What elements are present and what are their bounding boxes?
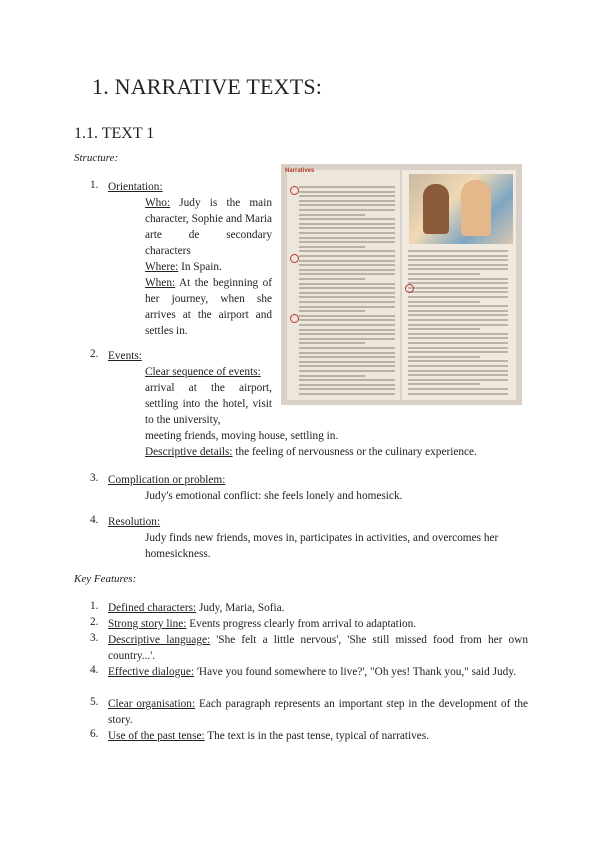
photo-text-line xyxy=(299,292,395,294)
photo-text-line xyxy=(299,200,395,202)
photo-text-line xyxy=(408,250,508,252)
feature-text: Events progress clearly from arrival to adaptation. xyxy=(186,618,417,630)
photo-text-line xyxy=(299,365,395,367)
photo-text-line xyxy=(299,264,395,266)
photo-text-line xyxy=(299,241,395,243)
feature-item xyxy=(108,616,528,632)
photo-text-line xyxy=(299,204,395,206)
photo-text-line xyxy=(299,338,395,340)
photo-text-line xyxy=(408,301,480,303)
photo-text-line xyxy=(299,356,395,358)
photo-text-line xyxy=(408,268,508,270)
photo-text-line xyxy=(299,255,395,257)
photo-text-line xyxy=(408,337,508,339)
clear-sequence-text-cont: meeting friends, moving house, settling in. xyxy=(145,430,339,442)
photo-text-line xyxy=(408,347,508,349)
complication-number: 3. xyxy=(90,472,99,484)
photo-text-line xyxy=(299,375,365,377)
who-text: Judy is the main character, Sophie and Maria arte de secondary characters xyxy=(145,197,272,257)
photo-text-line xyxy=(299,209,395,211)
photo-text-line xyxy=(299,195,395,197)
photo-text-line xyxy=(408,259,508,261)
photo-text-line xyxy=(408,282,508,284)
paragraph-marker-icon xyxy=(290,254,299,263)
feature-label: Clear organisation: xyxy=(108,698,196,710)
complication-title: Complication or problem: xyxy=(108,474,226,486)
key-features-label: Key Features: xyxy=(74,573,137,585)
photo-text-line xyxy=(408,314,508,316)
orientation-who xyxy=(145,195,272,259)
feature-number: 4. xyxy=(90,664,99,676)
descriptive-details xyxy=(145,444,525,460)
photo-text-line xyxy=(408,333,508,335)
feature-number: 3. xyxy=(90,632,99,644)
feature-item xyxy=(108,728,528,744)
clear-sequence-text: arrival at the airport, settling into the hotel, visit to the university, xyxy=(145,382,272,426)
photo-text-line xyxy=(408,310,508,312)
photo-text-line xyxy=(299,214,365,216)
photo-text-line xyxy=(408,383,480,385)
photo-text-line xyxy=(299,283,395,285)
photo-text-line xyxy=(408,291,508,293)
orientation-when xyxy=(145,275,272,339)
resolution-number: 4. xyxy=(90,514,99,526)
photo-text-line xyxy=(299,218,395,220)
photo-text-line xyxy=(408,255,508,257)
photo-text-line xyxy=(299,301,395,303)
feature-number: 1. xyxy=(90,600,99,612)
feature-text: Each paragraph represents an important step in the development of the story. xyxy=(108,698,528,726)
feature-number: 5. xyxy=(90,696,99,708)
photo-text-line xyxy=(408,287,508,289)
photo-text-line xyxy=(408,379,508,381)
photo-text-line xyxy=(408,351,508,353)
section-heading: 1.1. TEXT 1 xyxy=(74,125,155,142)
photo-text-line xyxy=(408,278,508,280)
photo-text-line xyxy=(299,310,365,312)
feature-label: Use of the past tense: xyxy=(108,730,205,742)
photo-text-line xyxy=(408,264,508,266)
photo-text-line xyxy=(299,306,395,308)
orientation-number: 1. xyxy=(90,179,99,191)
clear-sequence-label: Clear sequence of events: xyxy=(145,366,261,378)
feature-label: Effective dialogue: xyxy=(108,666,195,678)
photo-text-line xyxy=(299,273,395,275)
photo-text-line xyxy=(299,324,395,326)
photo-text-line xyxy=(408,328,480,330)
paragraph-marker-icon xyxy=(290,314,299,323)
photo-text-line xyxy=(299,361,395,363)
textbook-photo xyxy=(281,164,522,405)
feature-item xyxy=(108,632,528,664)
feature-label: Descriptive language: xyxy=(108,634,211,646)
feature-label: Defined characters: xyxy=(108,602,197,614)
photo-text-line xyxy=(299,232,395,234)
photo-text-line xyxy=(299,287,395,289)
photo-text-line xyxy=(299,269,395,271)
photo-text-line xyxy=(299,278,365,280)
photo-text-line xyxy=(299,379,395,381)
photo-text-line xyxy=(299,384,395,386)
photo-text-line xyxy=(408,370,508,372)
photo-text-line xyxy=(408,388,508,390)
photo-text-line xyxy=(408,360,508,362)
where-label: Where: xyxy=(145,261,179,273)
photo-text-line xyxy=(299,237,395,239)
photo-text-line xyxy=(408,273,480,275)
descriptive-details-text: the feeling of nervousness or the culinary experience. xyxy=(232,446,477,458)
photo-text-line xyxy=(299,319,395,321)
photo-text-line xyxy=(408,296,508,298)
feature-number: 2. xyxy=(90,616,99,628)
photo-text-line xyxy=(299,370,395,372)
feature-number: 6. xyxy=(90,728,99,740)
photo-text-line xyxy=(408,365,508,367)
photo-text-line xyxy=(299,393,395,395)
paragraph-marker-icon xyxy=(290,186,299,195)
photo-text-line xyxy=(299,296,395,298)
photo-text-line xyxy=(299,250,395,252)
resolution-text: Judy finds new friends, moves in, participates in activities, and overcomes her homesickness. xyxy=(145,532,499,560)
photo-text-line xyxy=(299,246,365,248)
feature-text: The text is in the past tense, typical of narratives. xyxy=(204,730,430,742)
feature-text: 'Have you found somewhere to live?', "Oh yes! Thank you," said Judy. xyxy=(194,666,517,678)
feature-item xyxy=(108,696,528,728)
when-label: When: xyxy=(145,277,176,289)
feature-label: Strong story line: xyxy=(108,618,187,630)
photo-text-line xyxy=(408,319,508,321)
when-text: At the beginning of her journey, when she arrives at the airport and settles in. xyxy=(145,277,272,337)
feature-text: Judy, Maria, Sofia. xyxy=(196,602,285,614)
structure-label: Structure: xyxy=(74,152,119,164)
complication-text: Judy's emotional conflict: she feels lonely and homesick. xyxy=(145,490,403,502)
events-number: 2. xyxy=(90,348,99,360)
photo-text-line xyxy=(299,352,395,354)
feature-item xyxy=(108,664,528,680)
photo-text-line xyxy=(299,227,395,229)
feature-item xyxy=(108,600,528,616)
who-label: Who: xyxy=(145,197,171,209)
photo-text-line xyxy=(299,333,395,335)
photo-text-line xyxy=(299,342,365,344)
photo-illustration xyxy=(409,174,513,244)
photo-text-line xyxy=(408,356,480,358)
paragraph-marker-icon xyxy=(405,284,414,293)
photo-text-line xyxy=(408,324,508,326)
photo-text-line xyxy=(299,347,395,349)
feature-text: 'She felt a little nervous', 'She still missed food from her own country...'. xyxy=(108,634,528,662)
events-title: Events: xyxy=(108,350,142,362)
photo-text-line xyxy=(299,191,395,193)
photo-text-line xyxy=(299,260,395,262)
photo-text-line xyxy=(299,329,395,331)
photo-text-line xyxy=(299,186,395,188)
resolution-title: Resolution: xyxy=(108,516,161,528)
photo-text-line xyxy=(299,388,395,390)
photo-text-line xyxy=(408,305,508,307)
orientation-title: Orientation: xyxy=(108,181,163,193)
page-title: 1. NARRATIVE TEXTS: xyxy=(92,74,323,99)
orientation-where xyxy=(145,259,272,275)
photo-text-line xyxy=(299,315,395,317)
photo-text-line xyxy=(408,393,508,395)
photo-tag: Narratives xyxy=(285,168,315,174)
where-text: In Spain. xyxy=(178,261,222,273)
photo-text-line xyxy=(408,374,508,376)
photo-text-line xyxy=(408,342,508,344)
photo-text-line xyxy=(299,223,395,225)
descriptive-details-label: Descriptive details: xyxy=(145,446,233,458)
